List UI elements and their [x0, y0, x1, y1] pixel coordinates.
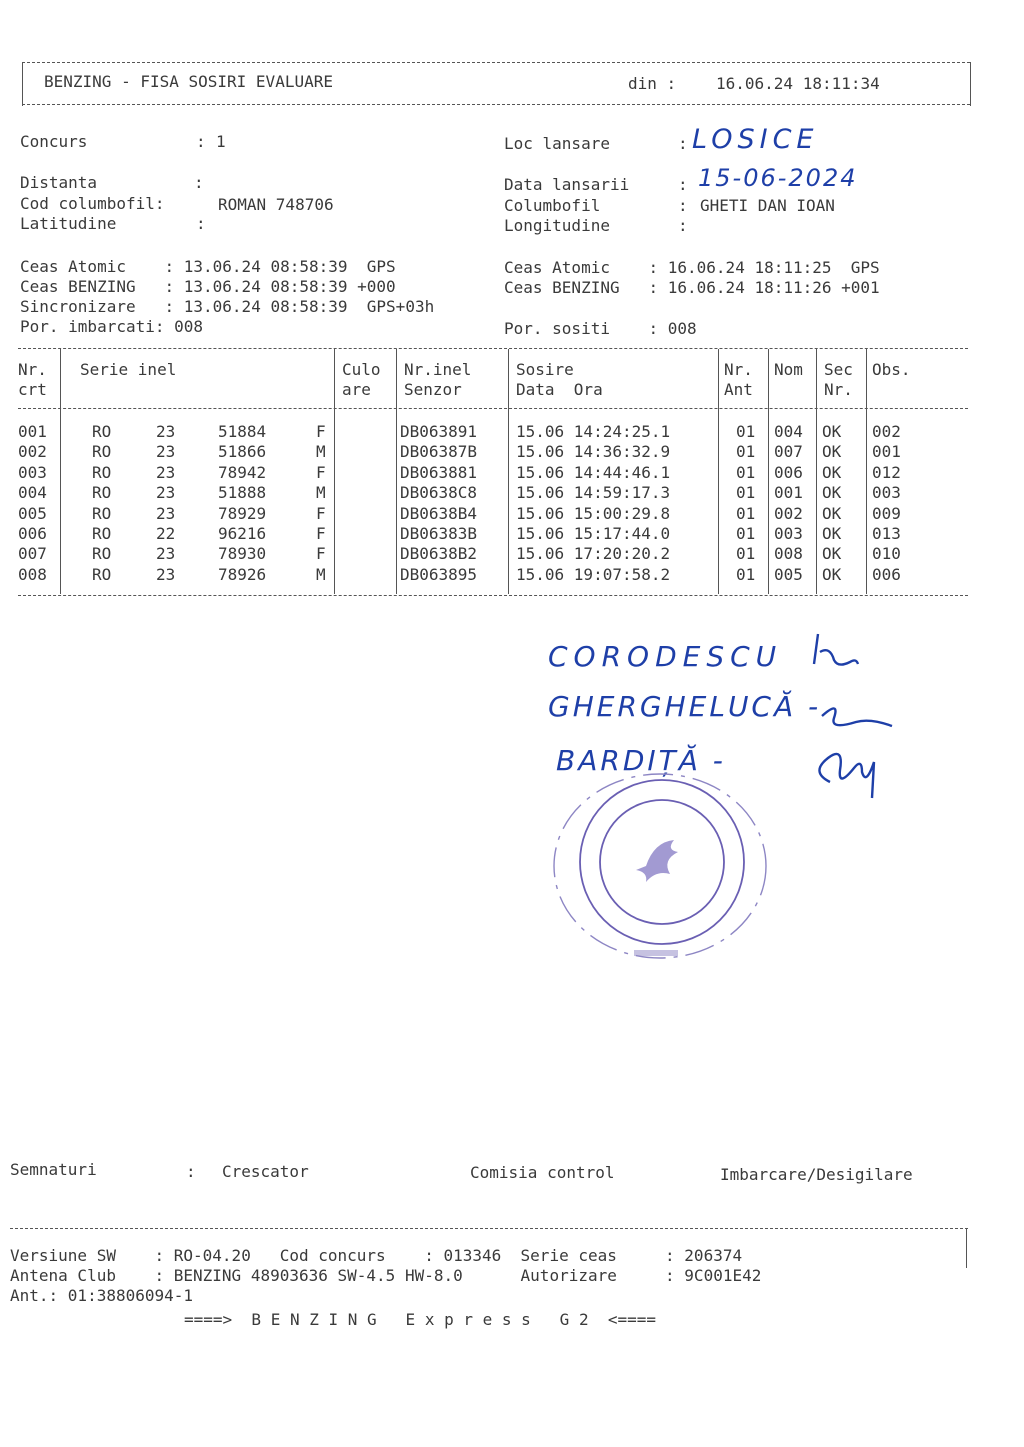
- latitudine-colon: :: [196, 214, 206, 233]
- cell-ant: 01: [736, 524, 756, 543]
- cell-sosire: 15.06 15:17:44.0: [516, 524, 671, 543]
- longitudine-colon: :: [678, 216, 688, 235]
- cell-ant: 01: [736, 544, 756, 564]
- header-nom: Nom: [774, 360, 803, 379]
- table-bottom-border: [18, 595, 968, 596]
- cod-columbofil-value: ROMAN 748706: [218, 195, 334, 214]
- cell-tara: RO: [92, 483, 112, 503]
- cell-obs: 001: [872, 442, 901, 462]
- cell-nr: 002: [18, 442, 47, 462]
- cell-an: 23: [156, 462, 176, 482]
- cell-sosire: 15.06 17:20:20.2: [516, 544, 671, 564]
- cell-sosire: 15.06 14:36:32.9: [516, 442, 671, 462]
- handwritten-line-3: BARDIȚĂ -: [556, 744, 726, 777]
- cell-sex: F: [316, 544, 326, 564]
- concurs-label: Concurs: [20, 132, 88, 151]
- cell-ant: 01: [736, 564, 756, 584]
- cell-an: 23: [156, 483, 176, 503]
- cell-nr: 006: [18, 524, 47, 543]
- cell-nom: 006: [774, 462, 803, 482]
- cell-sosire: 15.06 14:24:25.1: [516, 422, 671, 441]
- columbofil-label: Columbofil: [504, 196, 601, 215]
- cell-sec: OK: [822, 483, 842, 503]
- cell-sec: OK: [822, 462, 842, 482]
- col-divider-sec: [866, 349, 867, 594]
- cell-inel: 96216: [218, 524, 267, 543]
- distanta-colon: :: [194, 173, 204, 192]
- cell-tara: RO: [92, 442, 112, 462]
- por-sositi: Por. sositi : 008: [504, 319, 697, 338]
- footer-divider: [10, 1228, 968, 1229]
- cell-ant: 01: [736, 422, 756, 441]
- longitudine-label: Longitudine: [504, 216, 610, 235]
- cell-senzor: DB0638B2: [400, 544, 478, 564]
- concurs-value: 1: [216, 132, 226, 151]
- header-senzor: Nr.inel Senzor: [404, 360, 472, 399]
- footer-antena: Antena Club : BENZING 48903636 SW-4.5 HW-8.0 Autorizare : 9C001E42: [10, 1266, 762, 1285]
- cell-ant: 01: [736, 442, 756, 462]
- col-divider-nr: [60, 349, 61, 594]
- header-din-label: din :: [628, 74, 677, 93]
- cell-nr: 001: [18, 422, 47, 441]
- cell-sosire: 15.06 14:59:17.3: [516, 483, 671, 503]
- cell-obs: 010: [872, 544, 901, 564]
- table-top-border: [18, 348, 968, 349]
- header-sec: Sec Nr.: [824, 360, 853, 399]
- signature-comisia: Comisia control: [470, 1163, 615, 1182]
- cell-nr: 003: [18, 462, 47, 482]
- cell-obs: 012: [872, 462, 901, 482]
- col-divider-sosire: [718, 349, 719, 594]
- cell-sex: M: [316, 564, 326, 584]
- header-culoare: Culo are: [342, 360, 381, 399]
- cod-columbofil-label: Cod columbofil:: [20, 194, 165, 213]
- data-lansarii-label: Data lansarii: [504, 175, 630, 194]
- table-header-divider: [18, 408, 968, 409]
- concurs-value-prefix: :: [196, 132, 216, 151]
- col-divider-culoare: [396, 349, 397, 594]
- cell-sex: F: [316, 422, 326, 441]
- cell-senzor: DB063895: [400, 564, 478, 584]
- cell-obs: 003: [872, 483, 901, 503]
- header-ant: Nr. Ant: [724, 360, 753, 399]
- cell-senzor: DB0638C8: [400, 483, 478, 503]
- signatures-label: Semnaturi: [10, 1160, 97, 1179]
- cell-sosire: 15.06 15:00:29.8: [516, 503, 671, 523]
- cell-ant: 01: [736, 462, 756, 482]
- cell-sex: M: [316, 483, 326, 503]
- cell-an: 23: [156, 564, 176, 584]
- cell-sex: M: [316, 442, 326, 462]
- header-serie: Serie inel: [80, 360, 177, 379]
- cell-sex: F: [316, 503, 326, 523]
- loc-lansare-colon: :: [678, 134, 688, 153]
- header-din-value: 16.06.24 18:11:34: [716, 74, 880, 93]
- cell-obs: 013: [872, 524, 901, 543]
- stamp-smudge: [634, 950, 678, 956]
- cell-nom: 002: [774, 503, 803, 523]
- footer-right-border: [966, 1228, 967, 1268]
- por-imbarcati: Por. imbarcati: 008: [20, 317, 204, 336]
- signatures-colon: :: [186, 1162, 196, 1181]
- footer-versiune: Versiune SW : RO-04.20 Cod concurs : 013346 Serie ceas : 206374: [10, 1246, 743, 1265]
- cell-sosire: 15.06 19:07:58.2: [516, 564, 671, 584]
- cell-nom: 001: [774, 483, 803, 503]
- cell-senzor: DB06383B: [400, 524, 478, 543]
- header-sosire: Sosire Data Ora: [516, 360, 603, 399]
- header-top-border: [22, 62, 970, 63]
- cell-inel: 51866: [218, 442, 267, 462]
- cell-an: 23: [156, 422, 176, 441]
- cell-senzor: DB06387B: [400, 442, 478, 462]
- cell-inel: 78942: [218, 462, 267, 482]
- handwritten-line-1: CORODESCU: [548, 640, 783, 673]
- signature-crescator: Crescator: [222, 1162, 309, 1181]
- cell-obs: 006: [872, 564, 901, 584]
- distanta-label: Distanta: [20, 173, 98, 192]
- cell-inel: 78926: [218, 564, 267, 584]
- loc-lansare-value: LOSICE: [692, 124, 819, 155]
- cell-ant: 01: [736, 503, 756, 523]
- header-bottom-border: [22, 104, 970, 105]
- columbofil-value: GHETI DAN IOAN: [700, 196, 835, 215]
- cell-nr: 005: [18, 503, 47, 523]
- cell-sec: OK: [822, 524, 842, 543]
- cell-nom: 004: [774, 422, 803, 441]
- handwritten-signatures: [800, 622, 910, 802]
- signature-imbarcare: Imbarcare/Desigilare: [720, 1165, 913, 1184]
- signature-2: [822, 708, 892, 726]
- header-nr: Nr. crt: [18, 360, 47, 399]
- header-title: BENZING - FISA SOSIRI EVALUARE: [44, 72, 333, 91]
- cell-tara: RO: [92, 544, 112, 564]
- cell-sex: F: [316, 524, 326, 543]
- club-stamp: [550, 770, 770, 970]
- cell-senzor: DB063891: [400, 422, 478, 441]
- dove-icon: [636, 840, 678, 882]
- cell-nom: 003: [774, 524, 803, 543]
- ceas-benzing-right: Ceas BENZING : 16.06.24 18:11:26 +001: [504, 278, 880, 297]
- cell-obs: 009: [872, 503, 901, 523]
- footer-ant: Ant.: 01:38806094-1: [10, 1286, 194, 1305]
- cell-an: 23: [156, 503, 176, 523]
- cell-tara: RO: [92, 524, 112, 543]
- header-obs: Obs.: [872, 360, 911, 379]
- footer-express: ====> B E N Z I N G E x p r e s s G 2 <====: [184, 1310, 657, 1329]
- cell-an: 23: [156, 442, 176, 462]
- cell-nr: 008: [18, 564, 47, 584]
- cell-sex: F: [316, 462, 326, 482]
- cell-nom: 005: [774, 564, 803, 584]
- cell-tara: RO: [92, 422, 112, 441]
- cell-sec: OK: [822, 564, 842, 584]
- cell-obs: 002: [872, 422, 901, 441]
- cell-inel: 51888: [218, 483, 267, 503]
- ceas-atomic-right: Ceas Atomic : 16.06.24 18:11:25 GPS: [504, 258, 880, 277]
- cell-tara: RO: [92, 462, 112, 482]
- cell-sec: OK: [822, 503, 842, 523]
- cell-an: 22: [156, 524, 176, 543]
- cell-sosire: 15.06 14:44:46.1: [516, 462, 671, 482]
- cell-nr: 007: [18, 544, 47, 564]
- cell-ant: 01: [736, 483, 756, 503]
- ceas-benzing-left: Ceas BENZING : 13.06.24 08:58:39 +000: [20, 277, 396, 296]
- cell-an: 23: [156, 544, 176, 564]
- loc-lansare-label: Loc lansare: [504, 134, 610, 153]
- cell-inel: 78930: [218, 544, 267, 564]
- cell-nom: 008: [774, 544, 803, 564]
- sincronizare: Sincronizare : 13.06.24 08:58:39 GPS+03h: [20, 297, 435, 316]
- cell-sec: OK: [822, 422, 842, 441]
- cell-inel: 78929: [218, 503, 267, 523]
- cell-tara: RO: [92, 564, 112, 584]
- cell-inel: 51884: [218, 422, 267, 441]
- header-left-border: [22, 62, 23, 106]
- cell-tara: RO: [92, 503, 112, 523]
- data-lansarii-value: 15-06-2024: [698, 164, 858, 192]
- col-divider-nom: [816, 349, 817, 594]
- ceas-atomic-left: Ceas Atomic : 13.06.24 08:58:39 GPS: [20, 257, 396, 276]
- signature-1: [814, 634, 858, 665]
- col-divider-senzor: [508, 349, 509, 594]
- columbofil-colon: :: [678, 196, 688, 215]
- data-lansarii-colon: :: [678, 175, 688, 194]
- cell-senzor: DB0638B4: [400, 503, 478, 523]
- header-right-border: [970, 62, 971, 106]
- cell-sec: OK: [822, 544, 842, 564]
- cell-sec: OK: [822, 442, 842, 462]
- latitudine-label: Latitudine: [20, 214, 117, 233]
- cell-nr: 004: [18, 483, 47, 503]
- handwritten-line-2: GHERGHELUCĂ -: [548, 690, 822, 723]
- signature-3: [819, 754, 874, 798]
- cell-senzor: DB063881: [400, 462, 478, 482]
- col-divider-ant: [768, 349, 769, 594]
- col-divider-serie: [334, 349, 335, 594]
- cell-nom: 007: [774, 442, 803, 462]
